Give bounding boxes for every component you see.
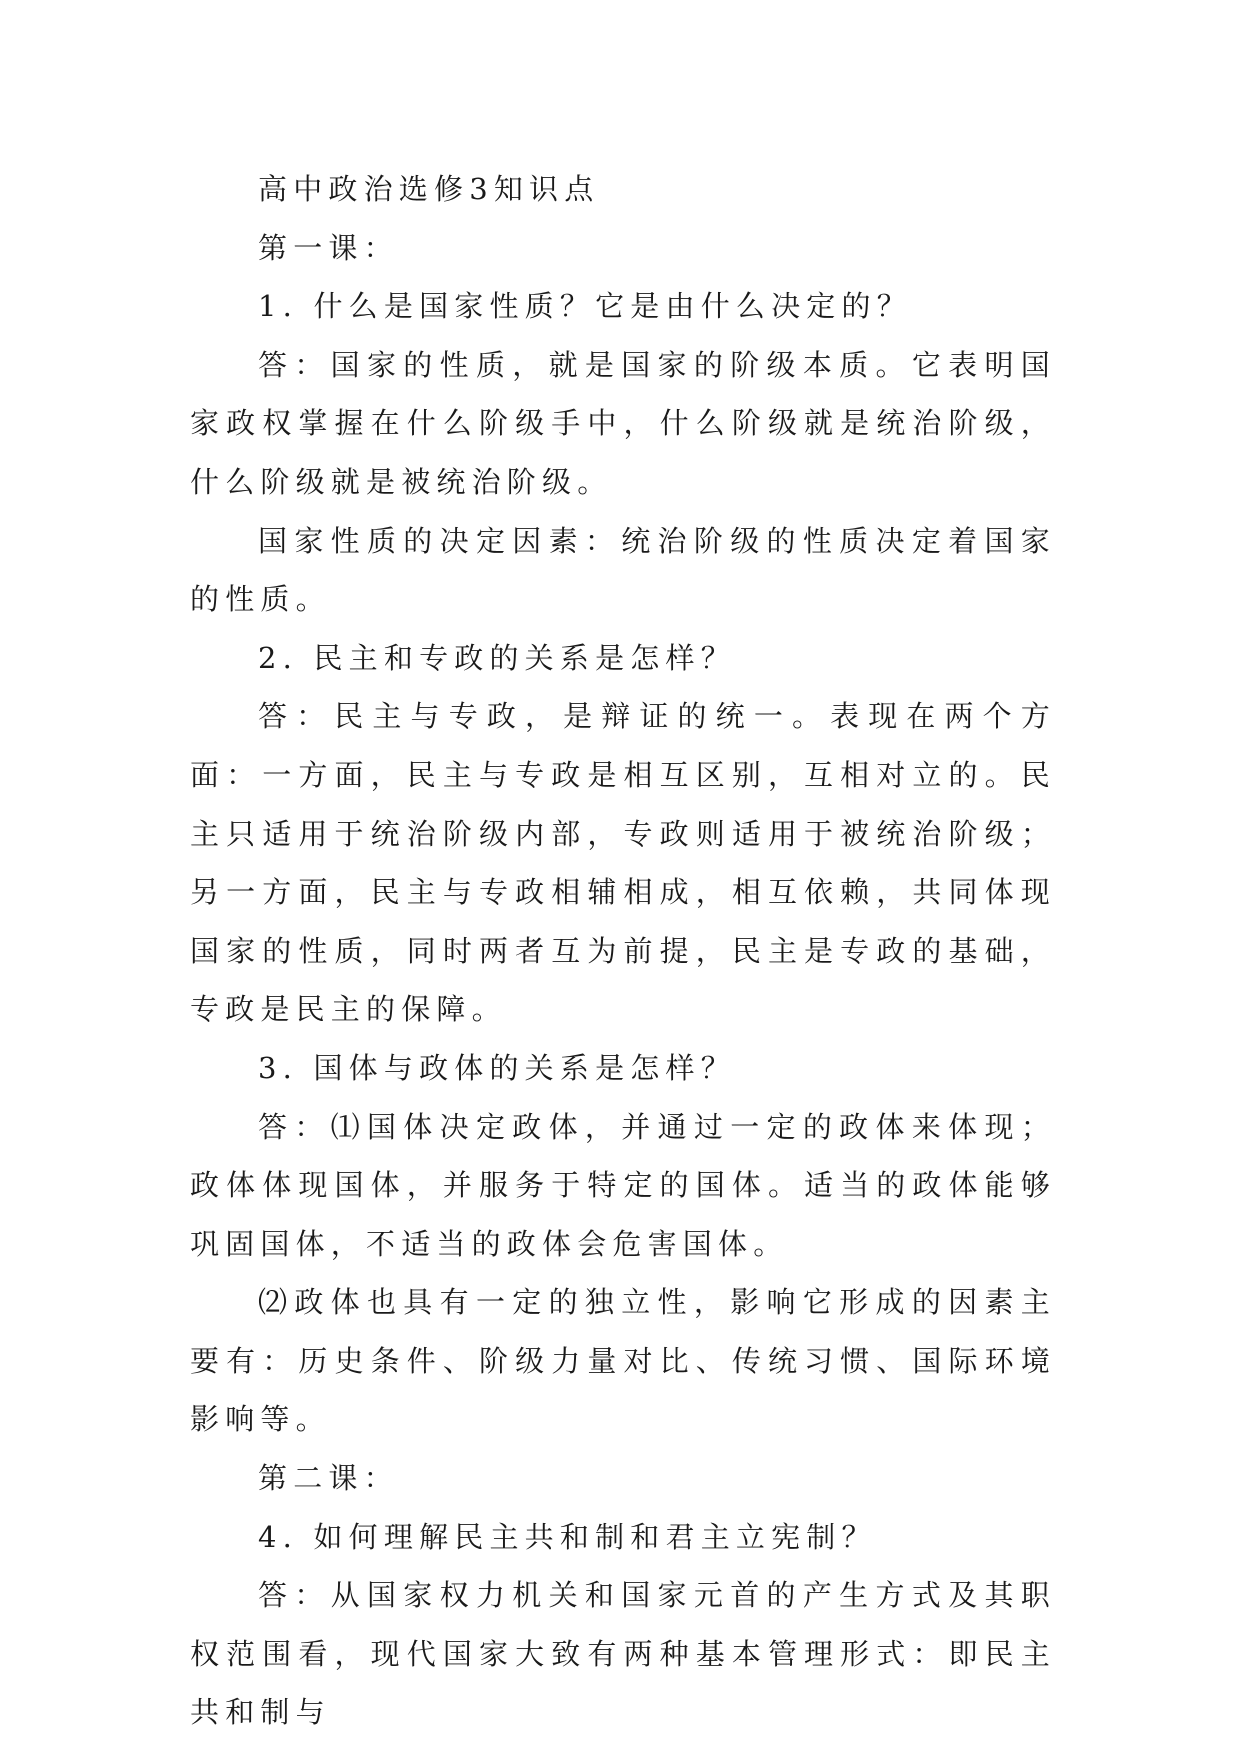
lesson-heading-2: 第二课： — [258, 1461, 399, 1496]
question-4: 4. 如何理解民主共和制和君主立宪制？ — [258, 1519, 877, 1554]
answer-2: 答：民主与专政，是辩证的统一。表现在两个方面：一方面，民主与专政是相互区别，互相对立的。民主只适用于统治阶级内部，专政则适用于被统治阶级；另一方面，民主与专政相辅相成，相互依赖，共同体现国家的性质，同时两者互为前提，民主是专政的基础，专政是民主的保障。 — [190, 699, 1056, 1027]
answer-3-part-2: ⑵政体也具有一定的独立性，影响它形成的因素主要有：历史条件、阶级力量对比、传统习惯、国际环境影响等。 — [190, 1285, 1056, 1437]
answer-1-factor: 国家性质的决定因素：统治阶级的性质决定着国家的性质。 — [190, 523, 1056, 617]
lesson-heading-1: 第一课： — [258, 230, 399, 265]
question-2: 2. 民主和专政的关系是怎样？ — [258, 640, 736, 675]
answer-1: 答：国家的性质，就是国家的阶级本质。它表明国家政权掌握在什么阶级手中，什么阶级就是统治阶级，什么阶级就是被统治阶级。 — [190, 347, 1056, 499]
document-title: 高中政治选修3知识点 — [258, 172, 600, 206]
answer-3-part-1: 答：⑴国体决定政体，并通过一定的政体来体现；政体体现国体，并服务于特定的国体。适当的政体能够巩固国体，不适当的政体会危害国体。 — [190, 1109, 1056, 1261]
question-3: 3. 国体与政体的关系是怎样？ — [258, 1050, 736, 1085]
document-body — [190, 160, 1056, 1742]
answer-4: 答：从国家权力机关和国家元首的产生方式及其职权范围看，现代国家大致有两种基本管理形式：即民主共和制与 — [190, 1578, 1056, 1730]
question-1: 1. 什么是国家性质？它是由什么决定的？ — [258, 289, 912, 324]
